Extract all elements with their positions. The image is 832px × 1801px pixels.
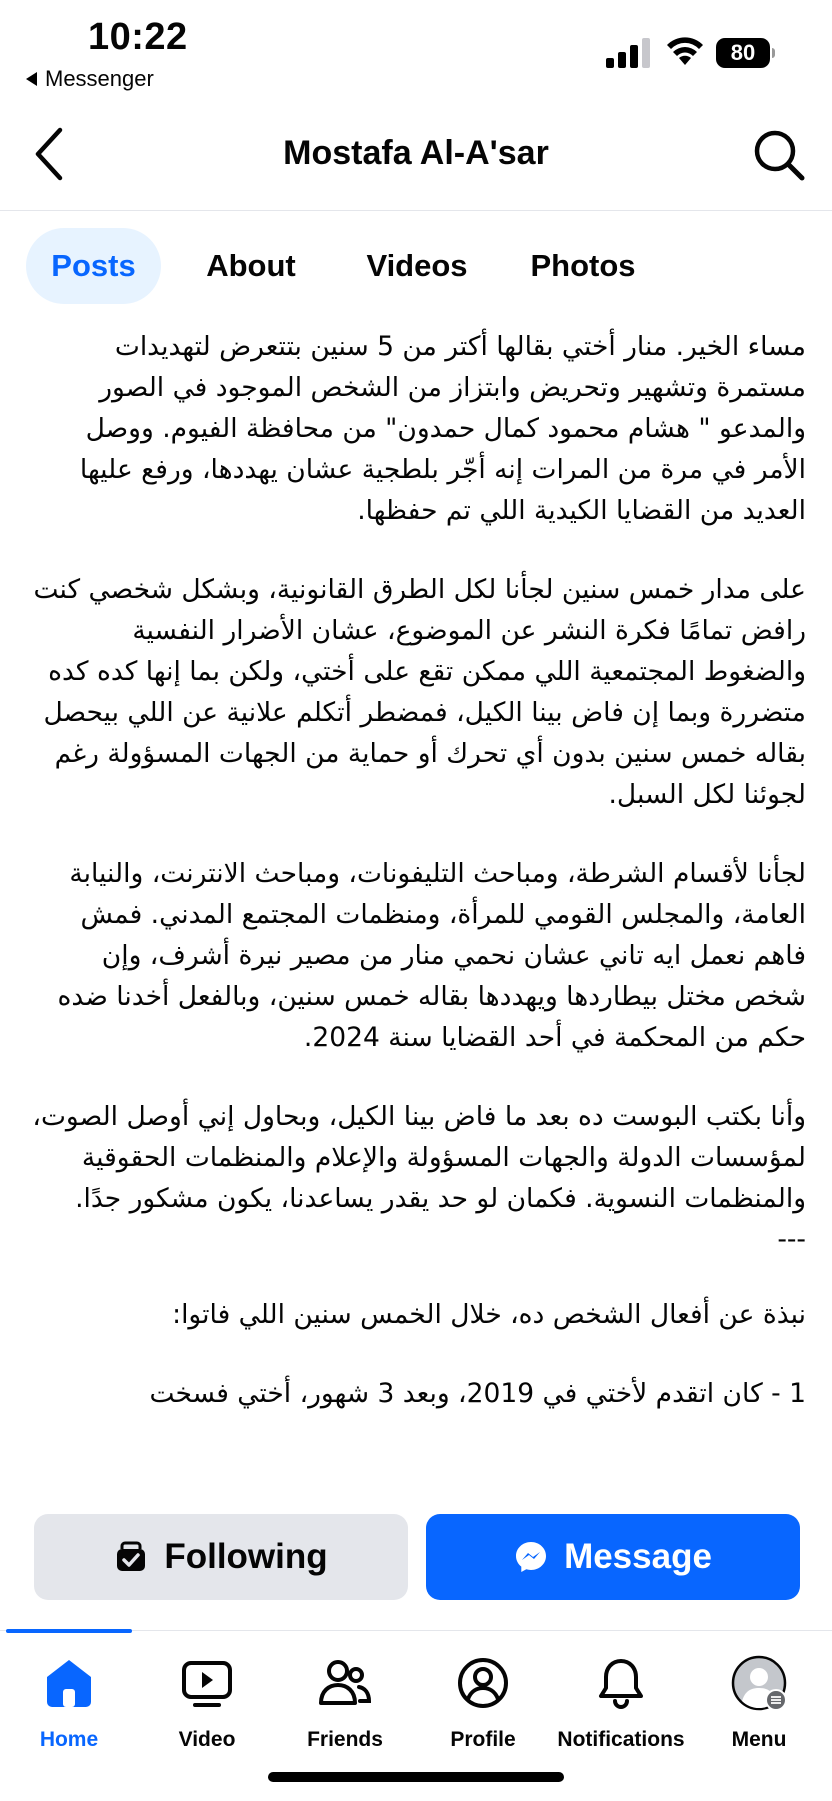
nav-friends[interactable] (276, 1655, 414, 1752)
wifi-icon (666, 34, 704, 68)
profile-tabs (26, 228, 673, 304)
post-body (26, 326, 806, 1496)
back-triangle-icon (26, 72, 37, 86)
following-button[interactable] (34, 1514, 408, 1600)
battery-level: 80 (716, 38, 770, 68)
nav-notifications[interactable] (552, 1655, 690, 1752)
video-icon (179, 1655, 235, 1711)
tab-photos[interactable]: Photos (530, 248, 636, 283)
home-indicator[interactable] (268, 1772, 564, 1782)
nav-home[interactable] (0, 1655, 138, 1752)
following-button-label: Following (164, 1537, 328, 1576)
back-app-label: Messenger (45, 66, 154, 91)
post-list-item: 1 - كان اتقدم لأختي في 2019، وبعد 3 شهور، أختي فسخت (149, 1378, 806, 1409)
active-tab-indicator (6, 1629, 132, 1633)
profile-icon (455, 1655, 511, 1711)
nav-profile-label: Profile (450, 1728, 516, 1751)
home-icon (41, 1655, 97, 1711)
post-section-heading: نبذة عن أفعال الشخص ده، خلال الخمس سنين اللي فاتوا: (172, 1299, 806, 1330)
tab-posts[interactable]: Posts (26, 228, 161, 304)
post-paragraph: مساء الخير. منار أختي بقالها أكتر من 5 سنين بتتعرض لتهديدات مستمرة وتشهير وتحريض وابتزاز من الشخص الموجود في الصور والمدعو " هشام محمود كمال حمدون" من محافظة الفيوم. ووصل الأمر في مرة من المرات إنه أجّر بلطجية عشان يهددها، ورفع عليها العديد من القضايا الكيدية اللي تم حفظها. (79, 331, 806, 526)
nav-menu-label: Menu (731, 1728, 787, 1751)
tab-about[interactable]: About (206, 248, 296, 283)
profile-header (0, 106, 832, 211)
friends-icon (317, 1655, 373, 1711)
message-button[interactable] (426, 1514, 800, 1600)
nav-home-label: Home (39, 1728, 99, 1751)
search-icon[interactable] (752, 128, 806, 182)
battery-nub (772, 48, 775, 58)
nav-notifications-label: Notifications (557, 1728, 685, 1751)
nav-video-label: Video (178, 1728, 236, 1751)
following-check-icon (114, 1540, 148, 1574)
cellular-signal-icon (606, 38, 652, 68)
nav-friends-label: Friends (307, 1728, 383, 1751)
profile-actions (34, 1514, 798, 1600)
battery-indicator (716, 38, 774, 68)
tab-videos[interactable]: Videos (366, 248, 468, 283)
page-title: Mostafa Al-A'sar (283, 134, 549, 172)
bell-icon (593, 1655, 649, 1711)
status-bar (0, 0, 832, 100)
post-paragraph: وأنا بكتب البوست ده بعد ما فاض بينا الكيل، وبحاول إني أوصل الصوت، لمؤسسات الدولة والجهات المسؤولة والإعلام والمنظمات الحقوقية والمنظمات النسوية. فكمان لو حد يقدر يساعدنا، يكون مشكور جدًا. (32, 1101, 806, 1214)
post-paragraph: على مدار خمس سنين لجأنا لكل الطرق القانونية، وبشكل شخصي كنت رافض تمامًا فكرة النشر عن الموضوع، عشان الأضرار النفسية والضغوط المجتمعية اللي ممكن تقع على أختي، ولكن بما إنها كده كده متضررة وبما إن فاض بينا الكيل، فمضطر أتكلم علانية عن اللي بيحصل بقاله خمس سنين بدون أي تحرك أو حماية من الجهات المسؤولة رغم لجوئنا لكل السبل. (33, 574, 806, 810)
status-time: 10:22 (88, 16, 188, 58)
post-divider: --- (777, 1224, 806, 1255)
nav-video[interactable] (138, 1655, 276, 1752)
message-button-label: Message (564, 1537, 712, 1576)
back-to-app-link[interactable] (26, 66, 154, 92)
nav-menu[interactable] (690, 1655, 828, 1752)
nav-profile[interactable] (414, 1655, 552, 1752)
avatar-menu-icon (731, 1655, 787, 1711)
messenger-icon (514, 1540, 548, 1574)
post-paragraph: لجأنا لأقسام الشرطة، ومباحث التليفونات، ومباحث الانترنت، والنيابة العامة، والمجلس القومي للمرأة، ومنظمات المجتمع المدني. فمش فاهم نعمل ايه تاني عشان نحمي منار من مصير نيرة أشرف، وإن شخص مختل بيطاردها ويهددها بقاله خمس سنين، وبالفعل أخدنا ضده حكم من المحكمة في أحد القضايا سنة 2024. (57, 858, 806, 1053)
